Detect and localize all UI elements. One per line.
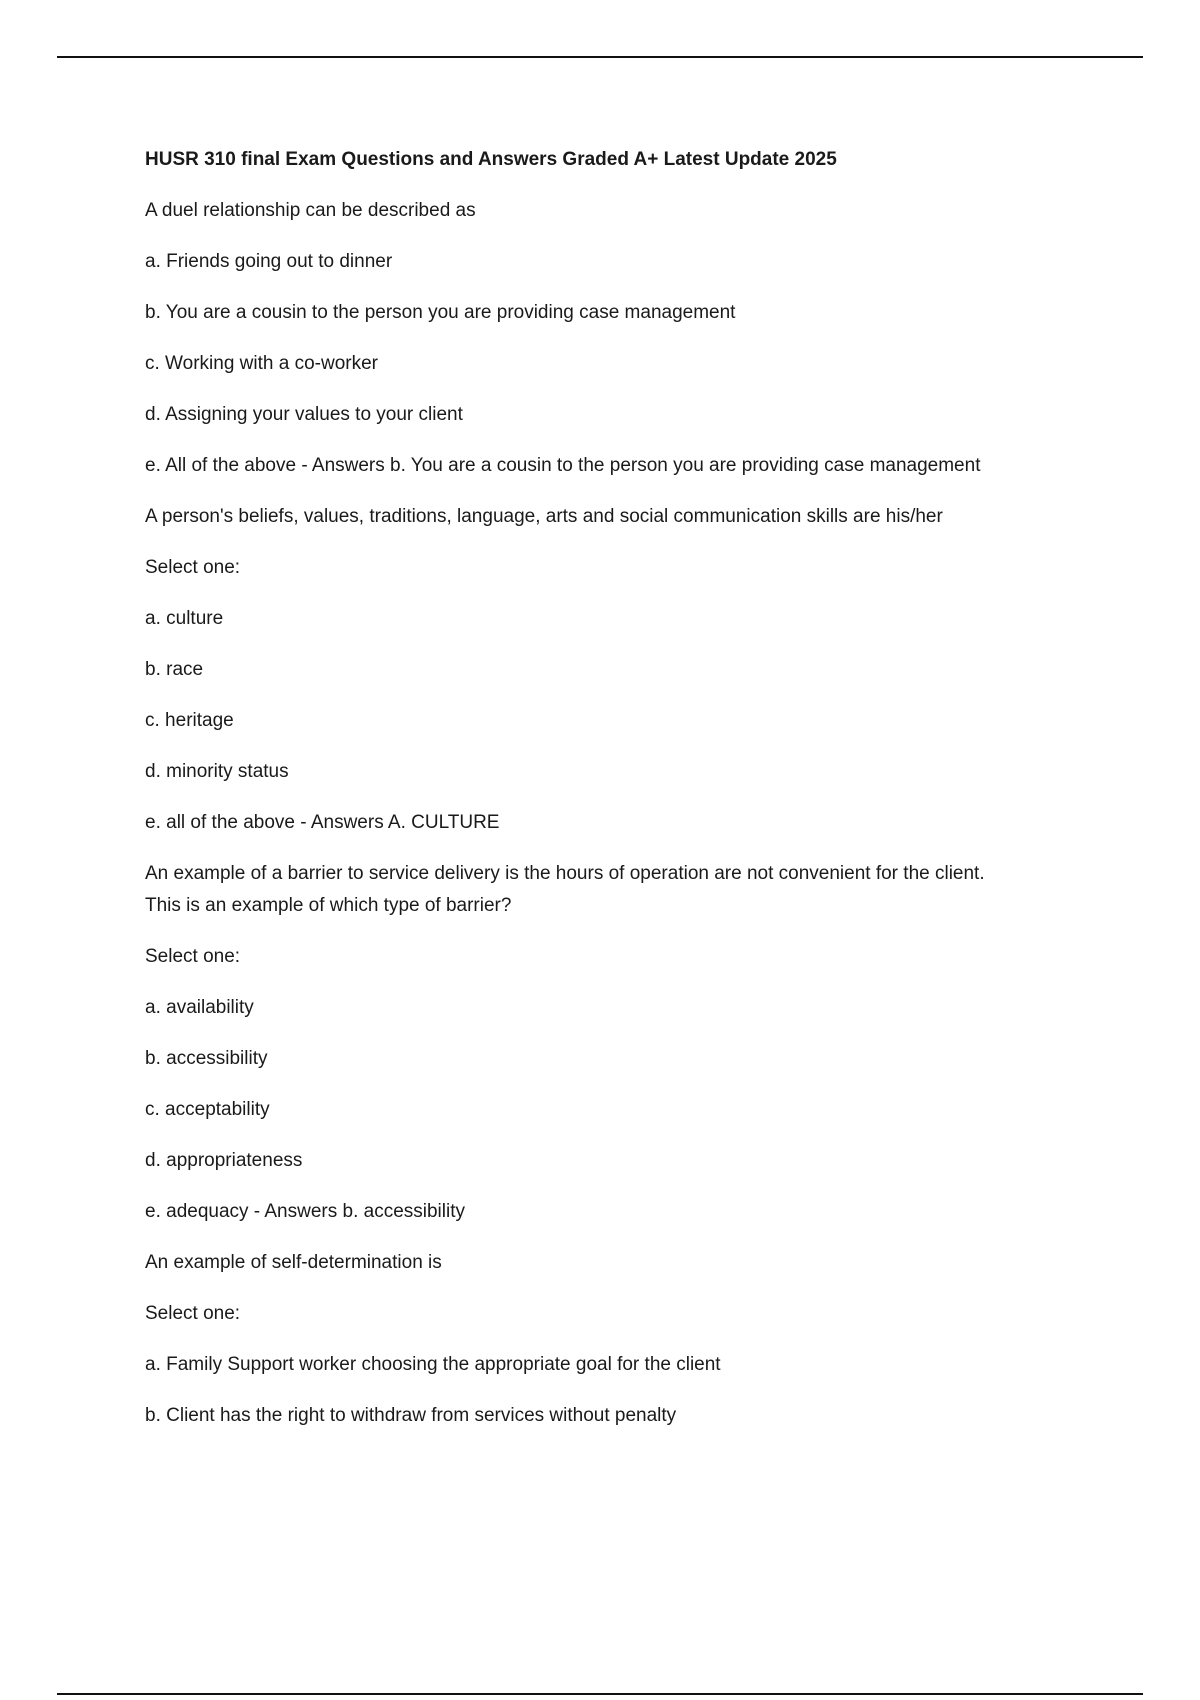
question-4-select-one: Select one:: [145, 1303, 241, 1324]
question-3-stem: [145, 858, 1075, 922]
question-3-option-a: a. availability: [145, 997, 254, 1018]
question-3-option-b: b. accessibility: [145, 1048, 268, 1069]
question-1-option-b: b. You are a cousin to the person you are providing case management: [145, 302, 736, 323]
question-1-option-a: a. Friends going out to dinner: [145, 251, 393, 272]
question-1-option-c: c. Working with a co-worker: [145, 353, 378, 374]
question-2-option-d: d. minority status: [145, 761, 289, 782]
question-3-stem-line-2: This is an example of which type of barrier?: [145, 895, 512, 916]
question-3-option-c: c. acceptability: [145, 1099, 270, 1120]
question-3-option-d: d. appropriateness: [145, 1150, 303, 1171]
question-4-stem: An example of self-determination is: [145, 1252, 442, 1273]
question-4-option-b: b. Client has the right to withdraw from services without penalty: [145, 1405, 677, 1426]
question-1-option-e-answer: e. All of the above - Answers b. You are a cousin to the person you are providing case management: [145, 455, 981, 476]
question-1-stem: A duel relationship can be described as: [145, 200, 476, 221]
document-body: [145, 144, 1075, 1451]
question-2-option-a: a. culture: [145, 608, 224, 629]
question-3-option-e-answer: e. adequacy - Answers b. accessibility: [145, 1201, 465, 1222]
document-title: HUSR 310 final Exam Questions and Answers Graded A+ Latest Update 2025: [145, 149, 837, 170]
question-2-option-c: c. heritage: [145, 710, 234, 731]
question-2-stem: A person's beliefs, values, traditions, language, arts and social communication skills are his/her: [145, 506, 943, 527]
top-rule: [57, 56, 1143, 58]
question-3-select-one: Select one:: [145, 946, 241, 967]
bottom-rule: [57, 1693, 1143, 1695]
question-3-stem-line-1: An example of a barrier to service delivery is the hours of operation are not convenient for the client.: [145, 863, 985, 884]
question-1-option-d: d. Assigning your values to your client: [145, 404, 463, 425]
question-2-option-b: b. race: [145, 659, 204, 680]
question-2-select-one: Select one:: [145, 557, 241, 578]
question-2-option-e-answer: e. all of the above - Answers A. CULTURE: [145, 812, 500, 833]
question-4-option-a: a. Family Support worker choosing the appropriate goal for the client: [145, 1354, 721, 1375]
